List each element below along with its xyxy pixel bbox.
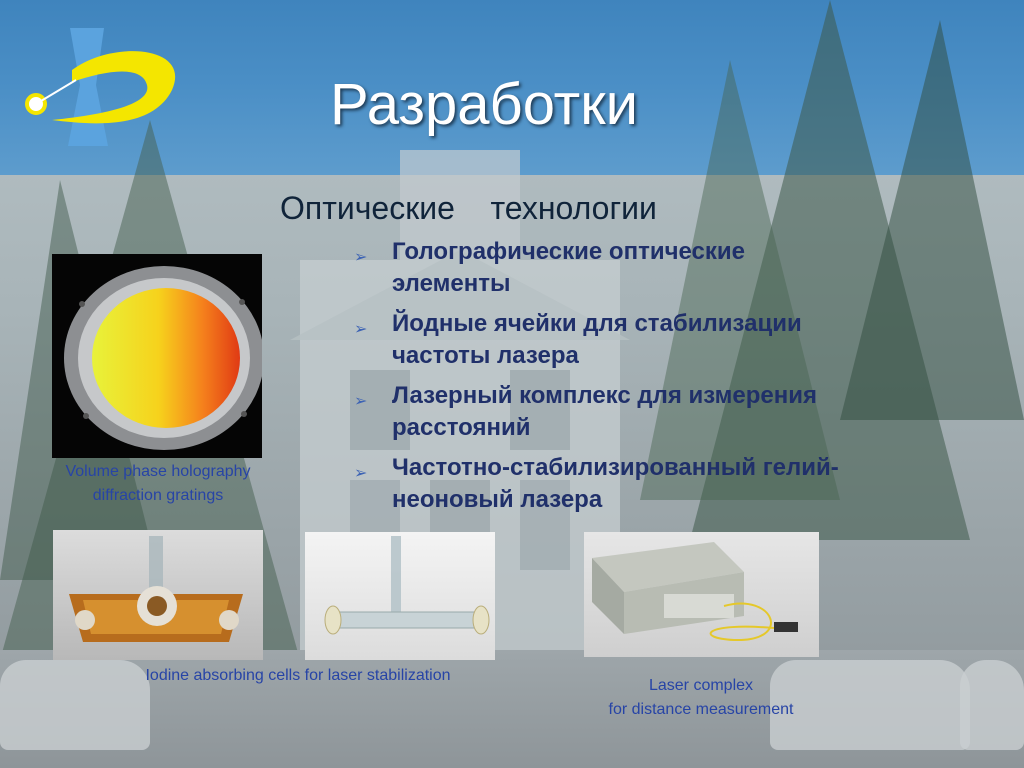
arrow-bullet-icon: ➢ — [354, 321, 368, 338]
laser-complex-photo — [584, 532, 819, 657]
bullet-text-line2: частоты лазера — [392, 342, 579, 369]
slide-subtitle: Оптические технологии — [280, 190, 657, 226]
institute-logo-icon — [12, 20, 182, 150]
bullet-text-line2: неоновый лазера — [392, 486, 603, 513]
laser-caption-line2: for distance measurement — [608, 701, 794, 718]
grating-caption-line1: Volume phase holography — [65, 463, 251, 480]
laser-caption — [586, 674, 816, 722]
iodine-cell-photo-2 — [305, 532, 495, 660]
iodine-cell-photo-1 — [53, 530, 263, 660]
iodine-caption: Iodine absorbing cells for laser stabilization — [145, 667, 451, 684]
slide-title: Разработки — [330, 72, 639, 137]
laser-caption-line1: Laser complex — [648, 677, 754, 694]
bullet-list — [352, 236, 952, 524]
arrow-bullet-icon: ➢ — [354, 393, 368, 410]
arrow-bullet-icon: ➢ — [354, 465, 368, 482]
bullet-text-line1: Йодные ячейки для стабилизации — [392, 310, 802, 337]
bullet-item — [352, 236, 952, 300]
bullet-text-line1: Лазерный комплекс для измерения — [392, 382, 817, 409]
bullet-item — [352, 308, 952, 372]
grating-photo — [52, 254, 262, 458]
background-car-far-right — [960, 660, 1024, 750]
bullet-item — [352, 380, 952, 444]
bullet-text-line2: расстояний — [392, 414, 531, 441]
arrow-bullet-icon: ➢ — [354, 249, 368, 266]
bullet-text-line1: Частотно-стабилизированный гелий- — [392, 454, 839, 481]
bullet-item — [352, 452, 952, 516]
bullet-text-line2: элементы — [392, 270, 511, 297]
bullet-text-line1: Голографические оптические — [392, 238, 746, 265]
grating-caption-line2: diffraction gratings — [92, 487, 224, 504]
grating-caption — [38, 460, 278, 508]
